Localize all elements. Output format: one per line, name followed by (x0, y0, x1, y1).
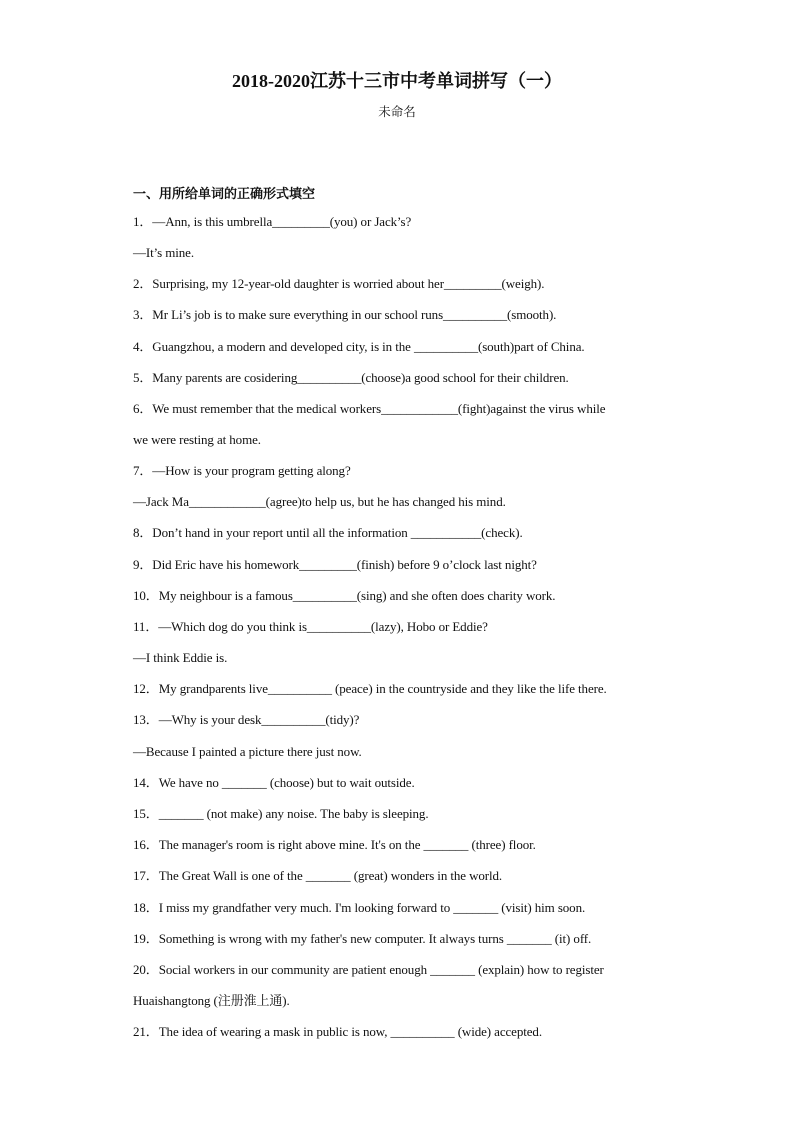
question-line: —It’s mine. (133, 245, 195, 260)
question-line: 16．The manager's room is right above mine. It's on the _______ (three) floor. (133, 837, 536, 852)
question-line: 3．Mr Li’s job is to make sure everything in our school runs__________(smooth). (133, 307, 557, 322)
question-line: 18．I miss my grandfather very much. I'm looking forward to _______ (visit) him soon. (133, 900, 586, 915)
question-line: 12．My grandparents live__________ (peace) in the countryside and they like the life there. (133, 681, 607, 696)
question-line: 14．We have no _______ (choose) but to wait outside. (133, 775, 415, 790)
section-heading: 一、用所给单词的正确形式填空 (133, 187, 316, 202)
page-subtitle: 未命名 (378, 104, 416, 119)
question-line: 13．—Why is your desk__________(tidy)? (133, 712, 360, 727)
question-line: —Because I painted a picture there just now. (133, 744, 362, 759)
question-line: 10．My neighbour is a famous__________(sing) and she often does charity work. (133, 588, 556, 603)
question-line: 15．_______ (not make) any noise. The baby is sleeping. (133, 806, 429, 821)
page-title: 2018-2020江苏十三市中考单词拼写（一） (232, 71, 562, 91)
question-line: —I think Eddie is. (133, 650, 228, 665)
question-line: 9．Did Eric have his homework_________(finish) before 9 o’clock last night? (133, 557, 537, 572)
question-line: 11．—Which dog do you think is__________(lazy), Hobo or Eddie? (133, 619, 488, 634)
question-line: 8．Don’t hand in your report until all the information ___________(check). (133, 525, 523, 540)
question-line: 4．Guangzhou, a modern and developed city, is in the __________(south)part of China. (133, 339, 585, 354)
question-line: 1．—Ann, is this umbrella_________(you) or Jack’s? (133, 214, 412, 229)
question-line: 20．Social workers in our community are patient enough _______ (explain) how to register (133, 962, 604, 977)
question-line: 19．Something is wrong with my father's new computer. It always turns _______ (it) off. (133, 931, 592, 946)
question-line: —Jack Ma____________(agree)to help us, but he has changed his mind. (133, 494, 506, 509)
question-line: 7．—How is your program getting along? (133, 463, 351, 478)
question-line: Huaishangtong (注册淮上通). (133, 993, 290, 1008)
question-line: 21．The idea of wearing a mask in public is now, __________ (wide) accepted. (133, 1024, 542, 1039)
question-line: 5．Many parents are cosidering__________(choose)a good school for their children. (133, 370, 569, 385)
question-line: 6．We must remember that the medical workers____________(fight)against the virus while (133, 401, 606, 416)
question-line: 17．The Great Wall is one of the _______ (great) wonders in the world. (133, 868, 503, 883)
question-line: we were resting at home. (133, 432, 261, 447)
question-line: 2．Surprising, my 12-year-old daughter is worried about her_________(weigh). (133, 276, 545, 291)
